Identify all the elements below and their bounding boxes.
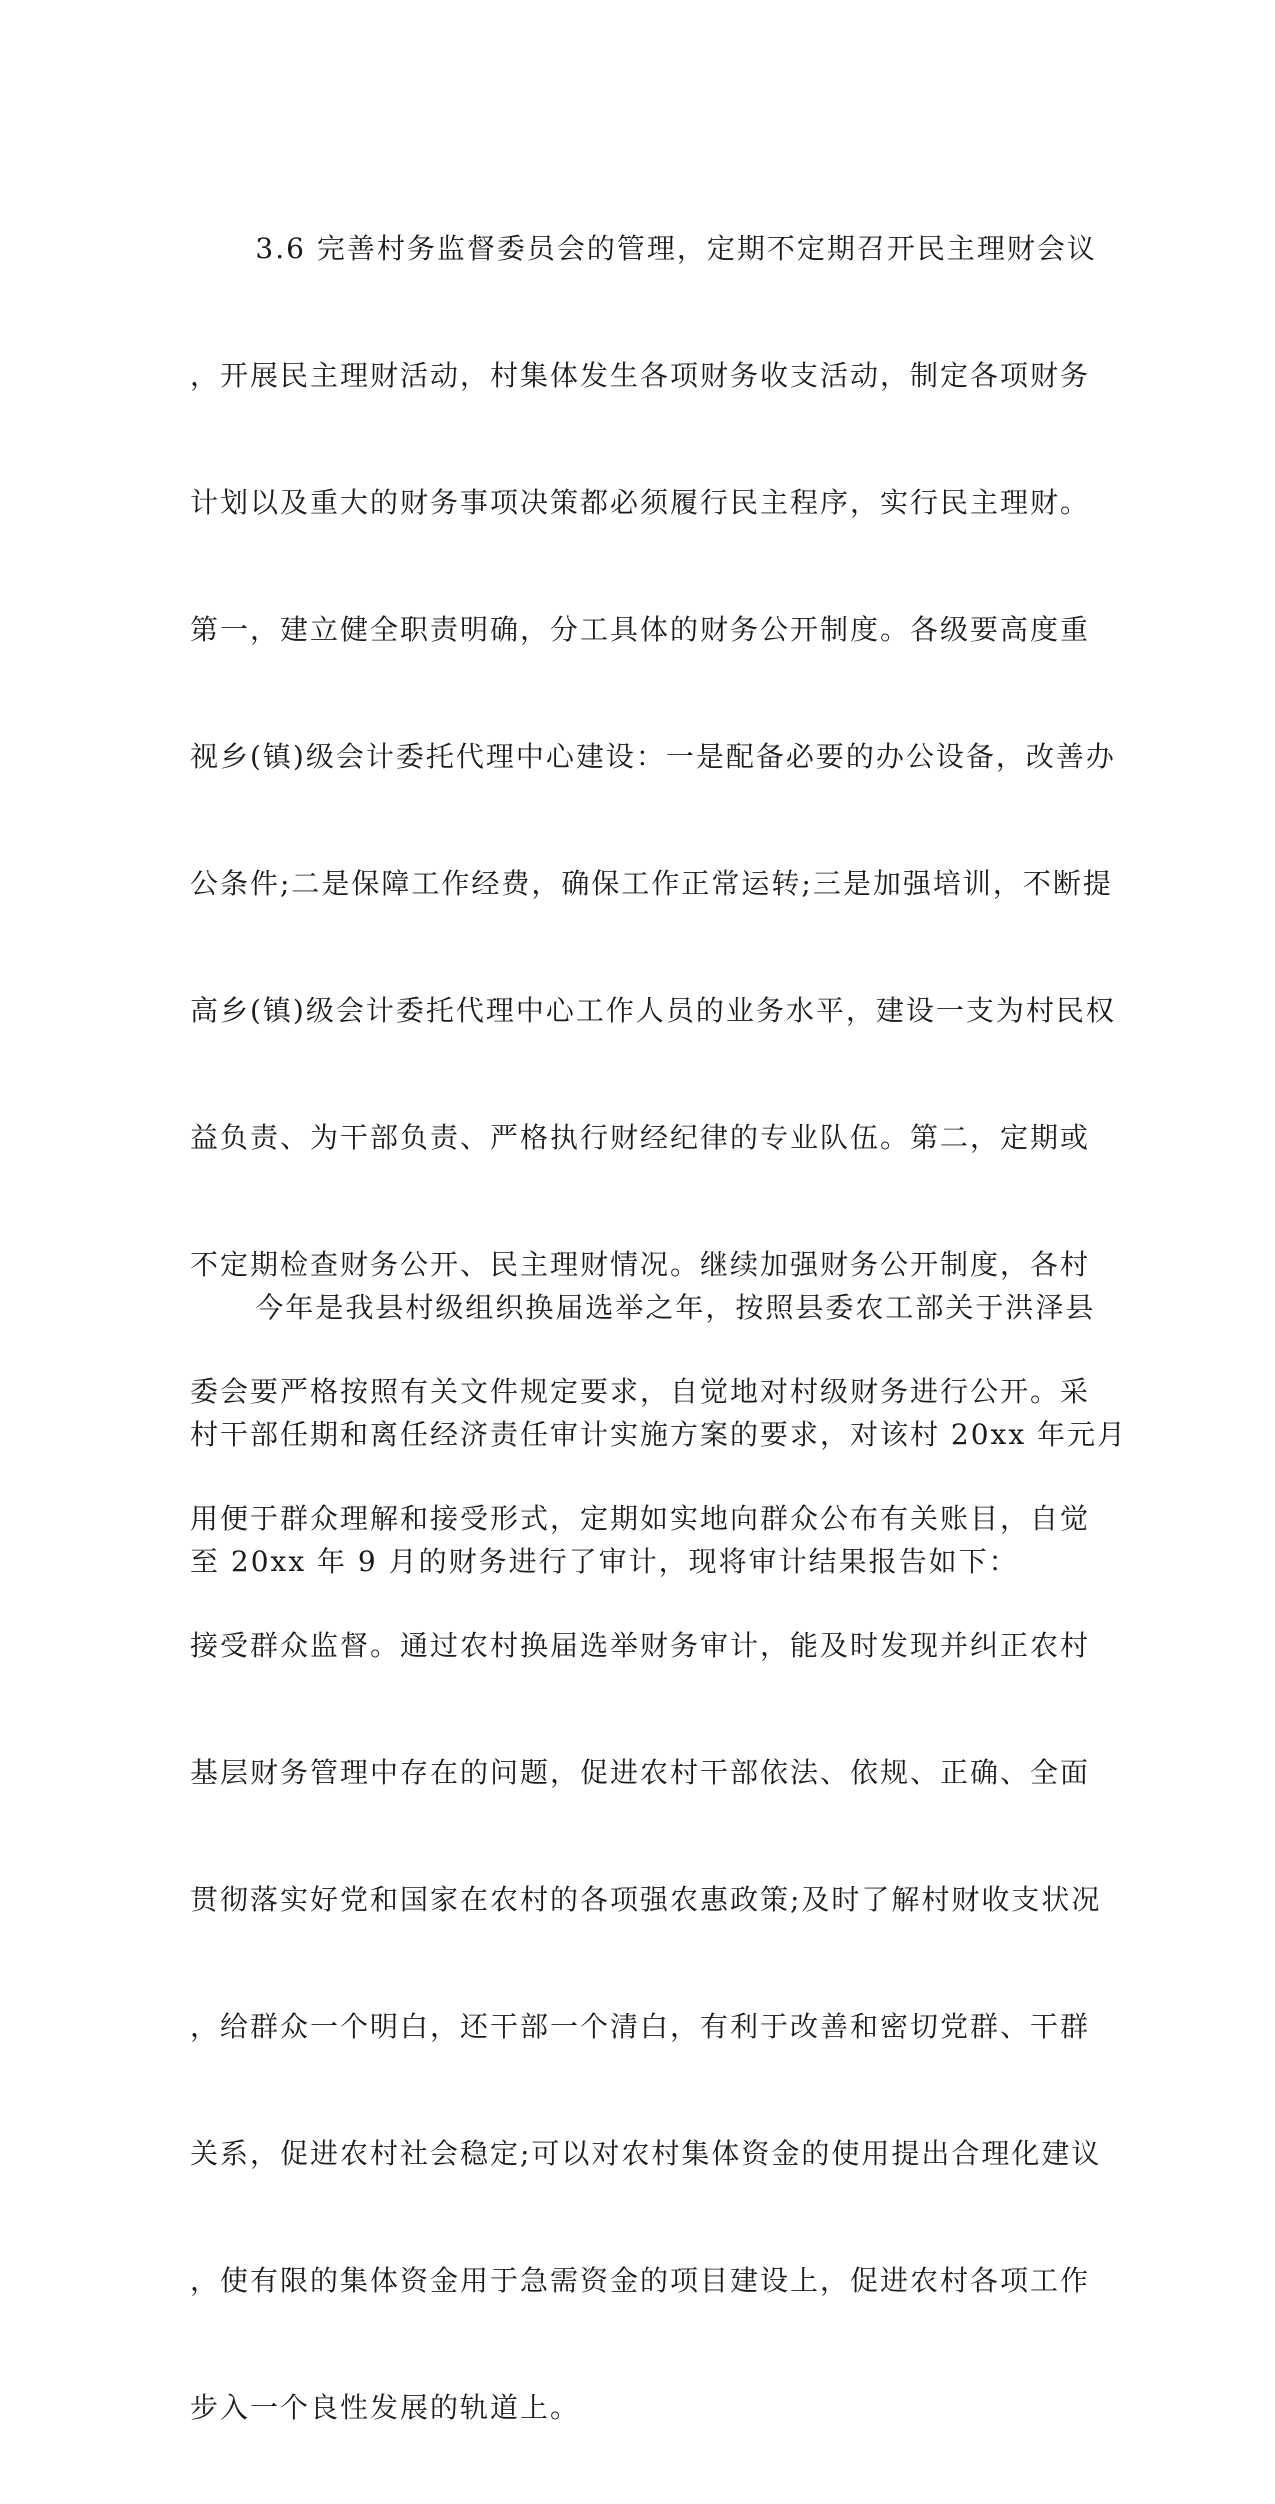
text-line: 委会要严格按照有关文件规定要求，自觉地对村级财务进行公开。采 (190, 1375, 1091, 1408)
text-line: 用便于群众理解和接受形式，定期如实地向群众公布有关账目，自觉 (190, 1502, 1091, 1535)
text-line: 高乡(镇)级会计委托代理中心工作人员的业务水平，建设一支为村民权 (190, 994, 1116, 1027)
text-line: ，开展民主理财活动，村集体发生各项财务收支活动，制定各项财务 (190, 359, 1091, 392)
text-line: 基层财务管理中存在的问题，促进农村干部依法、依规、正确、全面 (190, 1756, 1091, 1789)
text-line: 第一，建立健全职责明确，分工具体的财务公开制度。各级要高度重 (190, 613, 1091, 646)
text-line: ，给群众一个明白，还干部一个清白，有利于改善和密切党群、干群 (190, 2010, 1091, 2043)
text-line: 接受群众监督。通过农村换届选举财务审计，能及时发现并纠正农村 (190, 1629, 1091, 1662)
text-line: 益负责、为干部负责、严格执行财经纪律的专业队伍。第二，定期或 (190, 1121, 1091, 1154)
paragraph-audit-intro (190, 1211, 1128, 1658)
text-line: 视乡(镇)级会计委托代理中心建设：一是配备必要的办公设备，改善办 (190, 740, 1116, 773)
text-line: 计划以及重大的财务事项决策都必须履行民主程序，实行民主理财。 (190, 486, 1091, 519)
text-line: 公条件;二是保障工作经费，确保工作正常运转;三是加强培训，不断提 (190, 867, 1113, 900)
text-line: 今年是我县村级组织换届选举之年，按照县委农工部关于洪泽县 (190, 1291, 1096, 1324)
text-line: 贯彻落实好党和国家在农村的各项强农惠政策;及时了解村财收支状况 (190, 1883, 1102, 1916)
text-line: 至 20xx 年 9 月的财务进行了审计，现将审计结果报告如下： (190, 1545, 1019, 1578)
text-line: 步入一个良性发展的轨道上。 (190, 2391, 581, 2424)
text-line: 村干部任期和离任经济责任审计实施方案的要求，对该村 20xx 年元月 (190, 1418, 1128, 1451)
text-line: ，使有限的集体资金用于急需资金的项目建设上，促进农村各项工作 (190, 2264, 1091, 2297)
text-line: 关系，促进农村社会稳定;可以对农村集体资金的使用提出合理化建议 (190, 2137, 1102, 2170)
text-line: 3.6 完善村务监督委员会的管理，定期不定期召开民主理财会议 (190, 232, 1097, 265)
text-line: 不定期检查财务公开、民主理财情况。继续加强财务公开制度，各村 (190, 1248, 1091, 1281)
